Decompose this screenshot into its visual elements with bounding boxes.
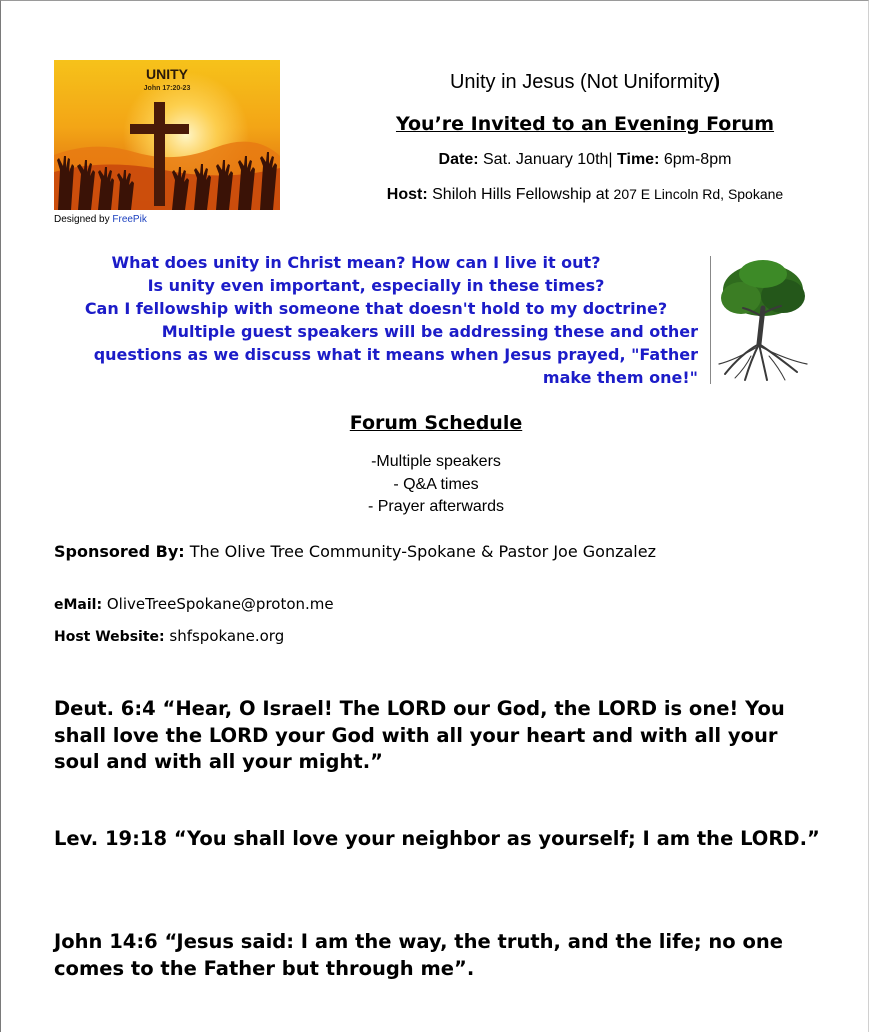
sponsor-label: Sponsored By:	[54, 542, 185, 561]
time-label: Time:	[612, 151, 660, 168]
date-line	[300, 151, 869, 169]
time-value: 6pm-8pm	[659, 151, 732, 168]
title-paren: )	[713, 71, 721, 93]
email-label: eMail:	[54, 597, 103, 613]
title-text: Unity in Jesus (Not Uniformity	[449, 71, 714, 93]
tree-illustration	[711, 256, 816, 384]
sunset-cross-illustration	[54, 60, 280, 210]
schedule-item: -Multiple speakers	[371, 453, 501, 470]
verse-john: John 14:6 “Jesus said: I am the way, the truth, and the life; no one comes to the Father but through me”.	[54, 930, 783, 980]
verse-deuteronomy: Deut. 6:4 “Hear, O Israel! The LORD our God, the LORD is one! You shall love the LORD your God with all your heart and with all your soul and with all your might.”	[54, 697, 785, 773]
schedule-title: Forum Schedule	[349, 412, 523, 434]
unity-banner-image	[54, 60, 280, 210]
schedule-item: - Q&A times	[393, 475, 479, 493]
question-line: Can I fellowship with someone that doesn't hold to my doctrine?	[84, 299, 668, 318]
image-credit	[54, 214, 147, 225]
email-line	[54, 595, 334, 613]
question-line: questions as we discuss what it means when Jesus prayed, "Father	[93, 345, 698, 364]
question-line: Multiple guest speakers will be addressing these and other	[161, 322, 698, 341]
website-value[interactable]: shfspokane.org	[164, 627, 285, 645]
credit-prefix: Designed by	[54, 214, 113, 225]
banner-title: UNITY	[146, 66, 188, 82]
verse-leviticus: Lev. 19:18 “You shall love your neighbor as yourself; I am the LORD.”	[54, 827, 820, 850]
sponsor-line	[54, 542, 656, 561]
website-line	[54, 627, 284, 645]
website-label: Host Website:	[54, 629, 165, 645]
date-label: Date:	[438, 151, 479, 168]
banner-subtitle: John 17:20-23	[143, 85, 191, 92]
question-line: make them one!"	[542, 368, 698, 387]
host-value: Shiloh Hills Fellowship at	[427, 186, 614, 203]
freepik-link[interactable]: FreePik	[112, 214, 147, 225]
sponsor-value: The Olive Tree Community-Spokane & Pastor Joe Gonzalez	[184, 542, 656, 561]
host-address: 207 E Lincoln Rd, Spokane	[613, 186, 784, 202]
host-label: Host:	[386, 186, 428, 203]
questions-block	[54, 251, 698, 389]
question-line: What does unity in Christ mean? How can I live it out?	[111, 253, 601, 272]
schedule-item: - Prayer afterwards	[367, 498, 505, 515]
host-line	[300, 186, 869, 204]
schedule-list	[54, 451, 818, 519]
date-separator: |	[608, 151, 613, 168]
tree-image	[710, 256, 816, 384]
question-line: Is unity even important, especially in these times?	[147, 276, 605, 295]
email-value[interactable]: OliveTreeSpokane@proton.me	[102, 595, 334, 613]
invite-heading: You’re Invited to an Evening Forum	[395, 113, 775, 135]
date-value: Sat. January 10th	[478, 151, 609, 168]
page-title	[300, 71, 869, 94]
